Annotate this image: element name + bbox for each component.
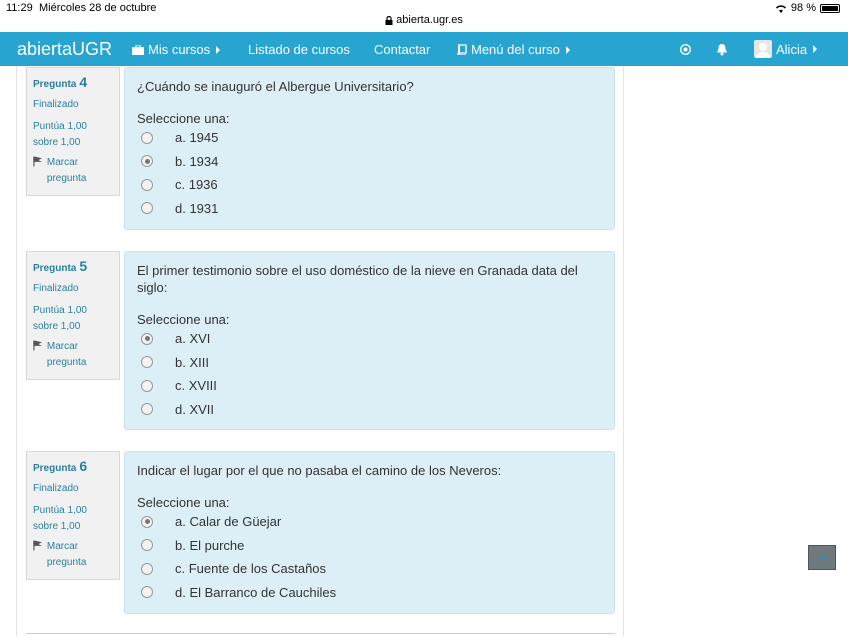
url-bar[interactable] [0, 14, 848, 32]
answer-option[interactable] [141, 398, 602, 422]
radio-button[interactable] [141, 563, 153, 575]
answer-option[interactable] [141, 510, 602, 534]
flag-label: Marcar pregunta [46, 157, 87, 184]
user-menu[interactable] [754, 40, 817, 58]
question-grade: Puntúa 1,00 sobre 1,00 [33, 305, 87, 332]
answer-label: a. 1945 [175, 130, 219, 146]
question-info-4 [26, 67, 120, 196]
url-text: abierta.ugr.es [396, 14, 463, 26]
radio-button[interactable] [141, 539, 153, 551]
answer-label: d. XVII [175, 401, 215, 417]
answer-option[interactable] [141, 150, 602, 174]
answer-option[interactable] [141, 197, 602, 221]
question-text: El primer testimonio sobre el uso doméstico de la nieve en Granada data del siglo: [137, 263, 578, 295]
flag-icon [33, 339, 43, 351]
answer-option[interactable] [141, 534, 602, 558]
download-circle-icon[interactable] [680, 44, 691, 55]
brand-logo[interactable]: abiertaUGR [17, 39, 113, 59]
question-info-5 [26, 251, 120, 380]
answer-label: c. 1936 [175, 177, 218, 193]
caret-right-icon [216, 46, 220, 54]
answer-label: c. XVIII [175, 378, 217, 394]
flag-icon [33, 155, 43, 167]
question-state: Finalizado [33, 99, 79, 110]
answer-option[interactable] [141, 126, 602, 150]
wifi-icon [775, 4, 787, 13]
avatar [754, 40, 772, 58]
caret-right-icon [566, 46, 570, 54]
menu-curso-menu[interactable] [456, 42, 570, 57]
question-number: Pregunta 5 [33, 258, 88, 274]
answer-label: d. 1931 [175, 200, 219, 216]
question-content-4 [124, 67, 615, 230]
select-prompt: Seleccione una: [137, 111, 230, 126]
answer-option[interactable] [141, 581, 602, 605]
question-number: Pregunta 6 [33, 458, 88, 474]
flag-label: Marcar pregunta [46, 541, 87, 568]
question-content-5 [124, 251, 615, 430]
answer-option[interactable] [141, 351, 602, 375]
bell-icon[interactable] [716, 43, 728, 56]
answer-label: d. El Barranco de Cauchiles [175, 584, 337, 600]
answer-label: b. XIII [175, 354, 209, 370]
answer-label: a. Calar de Güejar [175, 514, 282, 530]
question-info-6 [26, 451, 120, 580]
radio-button[interactable] [141, 380, 153, 392]
answer-option[interactable] [141, 327, 602, 351]
book-icon [456, 44, 467, 55]
select-prompt: Seleccione una: [137, 312, 230, 327]
battery-percent: 98 % [790, 2, 816, 14]
mis-cursos-menu[interactable] [132, 42, 220, 57]
answer-label: b. 1934 [175, 153, 219, 169]
answer-option[interactable] [141, 557, 602, 581]
caret-right-icon [813, 45, 817, 53]
answer-label: a. XVI [175, 331, 211, 347]
radio-button[interactable] [141, 356, 153, 368]
menu-curso-label: Menú del curso [471, 42, 560, 57]
answer-label: b. El purche [175, 537, 245, 553]
question-text: ¿Cuándo se inauguró el Albergue Universitario? [137, 79, 414, 94]
radio-button[interactable] [141, 586, 153, 598]
flag-label: Marcar pregunta [46, 341, 87, 368]
radio-button[interactable] [141, 132, 153, 144]
radio-button[interactable] [141, 202, 153, 214]
top-navbar [0, 32, 848, 66]
question-grade: Puntúa 1,00 sobre 1,00 [33, 121, 87, 148]
radio-button[interactable] [141, 179, 153, 191]
flag-question-link[interactable] [33, 339, 113, 371]
question-state: Finalizado [33, 483, 79, 494]
answer-option[interactable] [141, 173, 602, 197]
question-grade: Puntúa 1,00 sobre 1,00 [33, 505, 87, 532]
status-right [775, 2, 840, 14]
question-content-6 [124, 451, 615, 614]
scroll-to-top-button[interactable] [808, 545, 836, 570]
battery-icon [820, 4, 840, 13]
question-state: Finalizado [33, 283, 79, 294]
flag-icon [33, 539, 43, 551]
briefcase-icon [132, 45, 144, 55]
mis-cursos-label: Mis cursos [148, 42, 211, 57]
next-question-edge [26, 633, 615, 637]
listado-cursos-link[interactable]: Listado de cursos [248, 42, 350, 57]
radio-button[interactable] [141, 403, 153, 415]
status-time: 11:29 [6, 2, 33, 14]
user-name: Alicia [776, 41, 808, 57]
radio-button[interactable] [141, 155, 153, 167]
question-number: Pregunta 4 [33, 74, 88, 90]
lock-icon [385, 16, 393, 25]
status-date: Miércoles 28 de octubre [39, 2, 157, 14]
radio-button[interactable] [141, 516, 153, 528]
answer-option[interactable] [141, 374, 602, 398]
question-text: Indicar el lugar por el que no pasaba el camino de los Neveros: [137, 463, 502, 478]
select-prompt: Seleccione una: [137, 495, 230, 510]
flag-question-link[interactable] [33, 155, 113, 187]
radio-button[interactable] [141, 333, 153, 345]
flag-question-link[interactable] [33, 539, 113, 571]
contactar-link[interactable]: Contactar [374, 42, 431, 57]
answer-label: c. Fuente de los Castaños [175, 561, 327, 577]
